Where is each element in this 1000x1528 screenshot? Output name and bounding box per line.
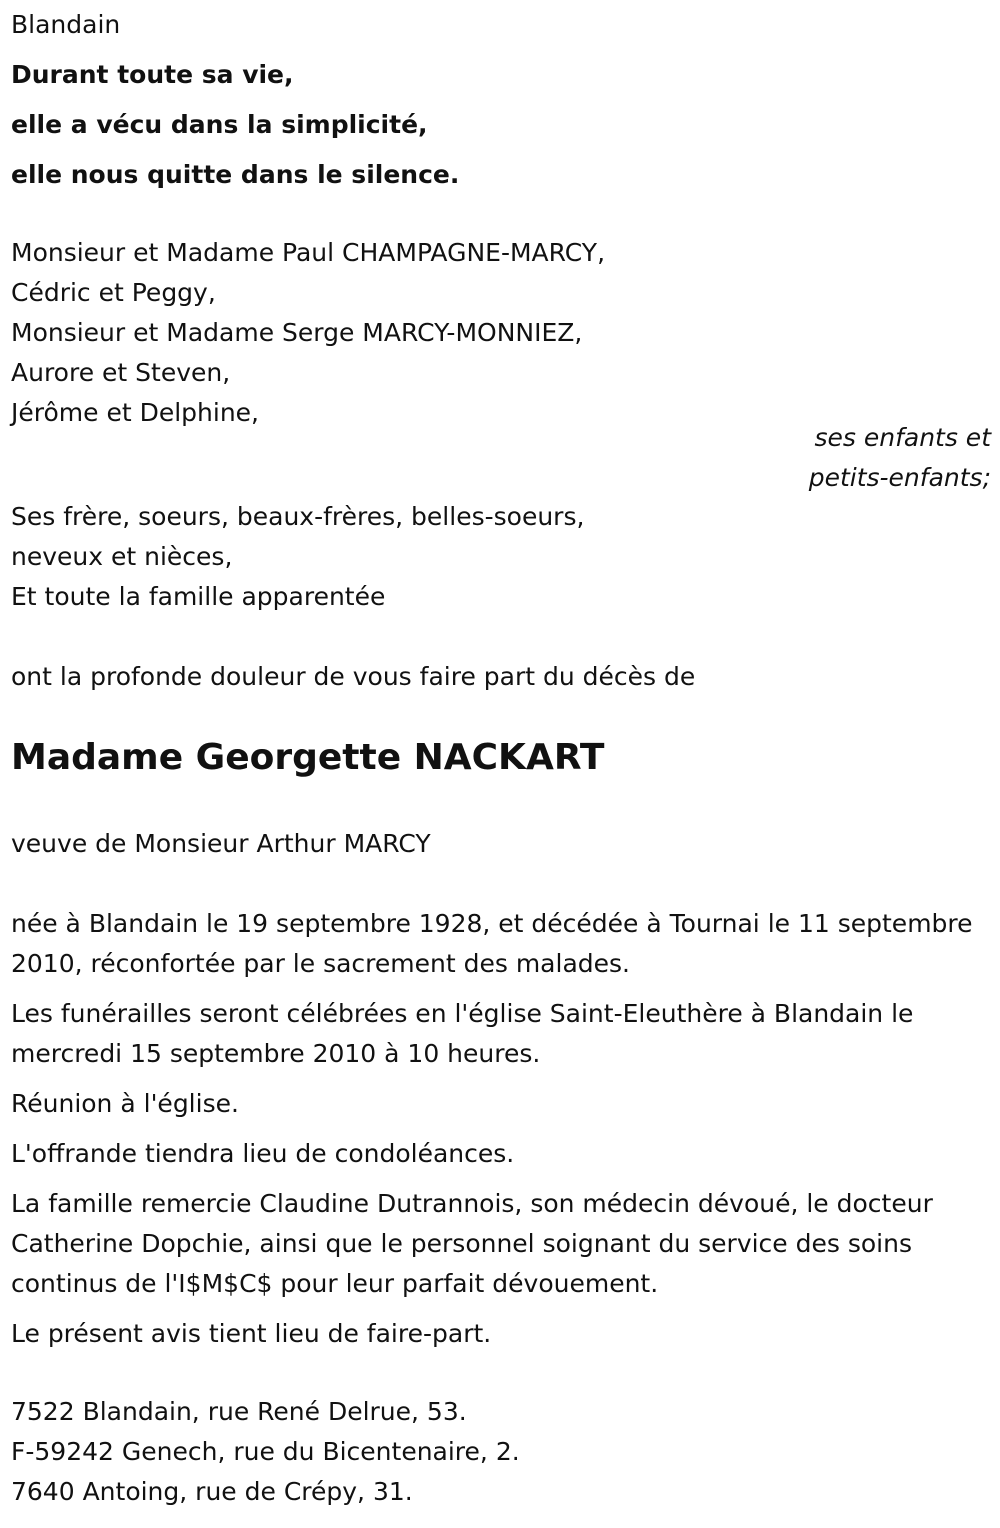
verse-line-1: Durant toute sa vie, bbox=[11, 60, 294, 89]
place-name: Blandain bbox=[11, 10, 121, 39]
address-3: 7640 Antoing, rue de Crépy, 31. bbox=[11, 1477, 413, 1506]
address-2: F-59242 Genech, rue du Bicentenaire, 2. bbox=[11, 1437, 520, 1466]
relatives-line-2: neveux et nièces, bbox=[11, 542, 233, 571]
family-line-1: Monsieur et Madame Paul CHAMPAGNE-MARCY, bbox=[11, 238, 606, 267]
family-line-4: Aurore et Steven, bbox=[11, 358, 231, 387]
widow-block bbox=[11, 824, 991, 864]
relatives-line-3: Et toute la famille apparentée bbox=[11, 582, 386, 611]
family-role bbox=[11, 418, 991, 498]
verse-line-3: elle nous quitte dans le silence. bbox=[11, 160, 460, 189]
announcement-text: ont la profonde douleur de vous faire part du décès de bbox=[11, 662, 696, 691]
deceased-name: Madame Georgette NACKART bbox=[11, 737, 605, 778]
address-1: 7522 Blandain, rue René Delrue, 53. bbox=[11, 1397, 467, 1426]
family-line-3: Monsieur et Madame Serge MARCY-MONNIEZ, bbox=[11, 318, 583, 347]
family-role-line-2: petits-enfants; bbox=[808, 463, 991, 492]
funeral-paragraph: Les funérailles seront célébrées en l'église Saint-Eleuthère à Blandain le mercredi 15 septembre 2010 à 10 heures. bbox=[11, 999, 914, 1068]
details-block bbox=[11, 904, 991, 1364]
notice-paragraph: Le présent avis tient lieu de faire-part. bbox=[11, 1319, 492, 1348]
birth-death-paragraph: née à Blandain le 19 septembre 1928, et décédée à Tournai le 11 septembre 2010, réconfortée par le sacrement des malades. bbox=[11, 909, 973, 978]
place-header bbox=[11, 5, 991, 45]
family-role-line-1: ses enfants et bbox=[814, 423, 991, 452]
relatives-line-1: Ses frère, soeurs, beaux-frères, belles-soeurs, bbox=[11, 502, 585, 531]
family-block bbox=[11, 233, 991, 433]
family-line-5: Jérôme et Delphine, bbox=[11, 398, 259, 427]
verse-block bbox=[11, 50, 991, 200]
verse-line-2: elle a vécu dans la simplicité, bbox=[11, 110, 428, 139]
addresses-block bbox=[11, 1392, 991, 1512]
meeting-paragraph: Réunion à l'église. bbox=[11, 1089, 239, 1118]
deceased-block bbox=[11, 733, 991, 783]
announcement-block bbox=[11, 657, 991, 697]
widow-of: veuve de Monsieur Arthur MARCY bbox=[11, 829, 431, 858]
relatives-block bbox=[11, 497, 991, 617]
family-line-2: Cédric et Peggy, bbox=[11, 278, 216, 307]
offering-paragraph: L'offrande tiendra lieu de condoléances. bbox=[11, 1139, 515, 1168]
thanks-paragraph: La famille remercie Claudine Dutrannois, son médecin dévoué, le docteur Catherine Dopchie, ainsi que le personnel soignant du service des soins continus de l'I$M$C$ pour leur parfait dévouement. bbox=[11, 1189, 933, 1298]
